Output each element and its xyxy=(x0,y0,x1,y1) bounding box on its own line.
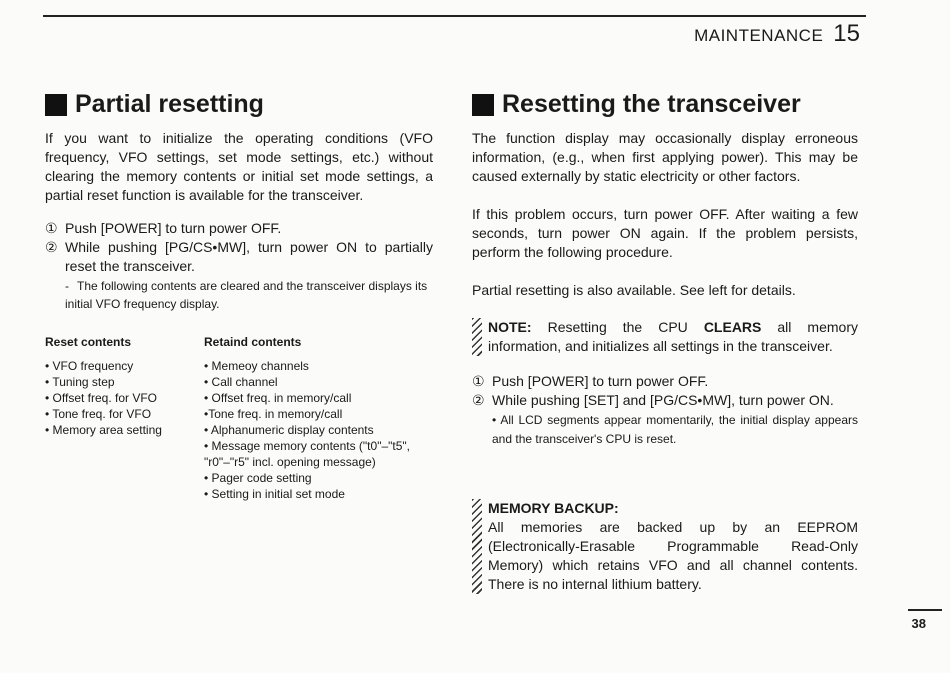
heading-square-icon xyxy=(472,94,494,116)
header-rule xyxy=(43,15,866,17)
step-number: ② xyxy=(45,239,58,255)
step-item xyxy=(45,219,433,238)
step-note-text: The following contents are cleared and the transceiver displays its initial VFO frequency display. xyxy=(65,279,428,311)
section-title: MAINTENANCE xyxy=(694,26,824,45)
section-heading: Partial resetting xyxy=(75,90,264,118)
list-item: • Pager code setting xyxy=(204,471,312,485)
step-bullet: • All LCD segments appear momentarily, the initial display appears and the transceiver's CPU is reset. xyxy=(492,413,858,446)
reset-contents xyxy=(45,335,204,502)
chapter-number: 15 xyxy=(833,20,860,47)
step-item xyxy=(472,391,858,410)
page-number: 38 xyxy=(911,616,926,631)
list-item: • Memory area setting xyxy=(45,423,162,437)
memory-backup-content xyxy=(488,499,858,594)
heading-square-icon xyxy=(45,94,67,116)
step-item xyxy=(472,372,858,391)
hatch-bar-icon xyxy=(472,318,482,356)
step-number: ② xyxy=(472,392,485,408)
memory-backup-box xyxy=(472,499,858,594)
memory-backup-title: MEMORY BACKUP: xyxy=(488,500,619,516)
list-item: • Offset freq. in memory/call xyxy=(204,391,352,405)
page-header xyxy=(694,20,860,48)
list-item: • Tone freq. for VFO xyxy=(45,407,152,421)
note-text: NOTE: Resetting the CPU CLEARS all memory information, and initializes all settings in the transceiver. xyxy=(488,319,858,354)
step-list xyxy=(45,219,433,313)
list-item: • VFO frequency xyxy=(45,359,134,373)
step-text: While pushing [PG/CS•MW], turn power ON to partially reset the transceiver. xyxy=(65,239,433,274)
retained-contents xyxy=(204,335,433,502)
hatch-bar-icon xyxy=(472,499,482,594)
intro-paragraph: If you want to initialize the operating conditions (VFO frequency, VFO settings, set mode settings, etc.) without clearing the memory contents or initial set mode settings, a partial reset function is available for the transceiver. xyxy=(45,130,433,203)
step-number: ① xyxy=(45,220,58,236)
list-item: • Offset freq. for VFO xyxy=(45,391,158,405)
step-note xyxy=(45,277,433,313)
left-column xyxy=(45,86,433,502)
step-number: ① xyxy=(472,373,485,389)
resetting-transceiver-heading xyxy=(472,92,858,117)
section-heading: Resetting the transceiver xyxy=(502,90,801,118)
list-item: • Message memory contents ("t0"–"t5", "r0"–"r5" incl. opening message) xyxy=(204,439,410,469)
retained-contents-heading: Retaind contents xyxy=(204,335,302,349)
step-text: Push [POWER] to turn power OFF. xyxy=(492,373,709,389)
note-box xyxy=(472,318,858,356)
contents-lists xyxy=(45,335,433,502)
step-item xyxy=(45,238,433,276)
reset-contents-heading: Reset contents xyxy=(45,335,132,349)
list-item: • Memeoy channels xyxy=(204,359,309,373)
step-text: While pushing [SET] and [PG/CS•MW], turn power ON. xyxy=(492,392,834,408)
note-emphasis: CLEARS xyxy=(703,319,762,335)
partial-resetting-heading xyxy=(45,92,433,117)
step-text: Push [POWER] to turn power OFF. xyxy=(65,220,282,236)
right-column xyxy=(472,86,858,594)
reference-paragraph: Partial resetting is also available. See left for details. xyxy=(472,282,796,298)
list-item: •Tone freq. in memory/call xyxy=(204,407,343,421)
footer-rule xyxy=(908,609,942,611)
problem-paragraph: If this problem occurs, turn power OFF. After waiting a few seconds, turn power ON again. If the problem persists, perform the following procedure. xyxy=(472,206,858,260)
list-item: • Alphanumeric display contents xyxy=(204,423,374,437)
memory-backup-text: All memories are backed up by an EEPROM (Electronically-Erasable Programmable Read-Only Memory) which retains VFO and all channel contents. There is no internal lithium battery. xyxy=(488,519,858,592)
list-item: • Tuning step xyxy=(45,375,115,389)
reset-step-list xyxy=(472,372,858,449)
list-item: • Setting in initial set mode xyxy=(204,487,345,501)
list-item: • Call channel xyxy=(204,375,278,389)
dash-icon: - xyxy=(65,279,69,293)
note-label: NOTE: xyxy=(488,319,532,335)
description-paragraph: The function display may occasionally display erroneous information, (e.g., when first applying power). This may be caused externally by static electricity or other factors. xyxy=(472,130,858,184)
